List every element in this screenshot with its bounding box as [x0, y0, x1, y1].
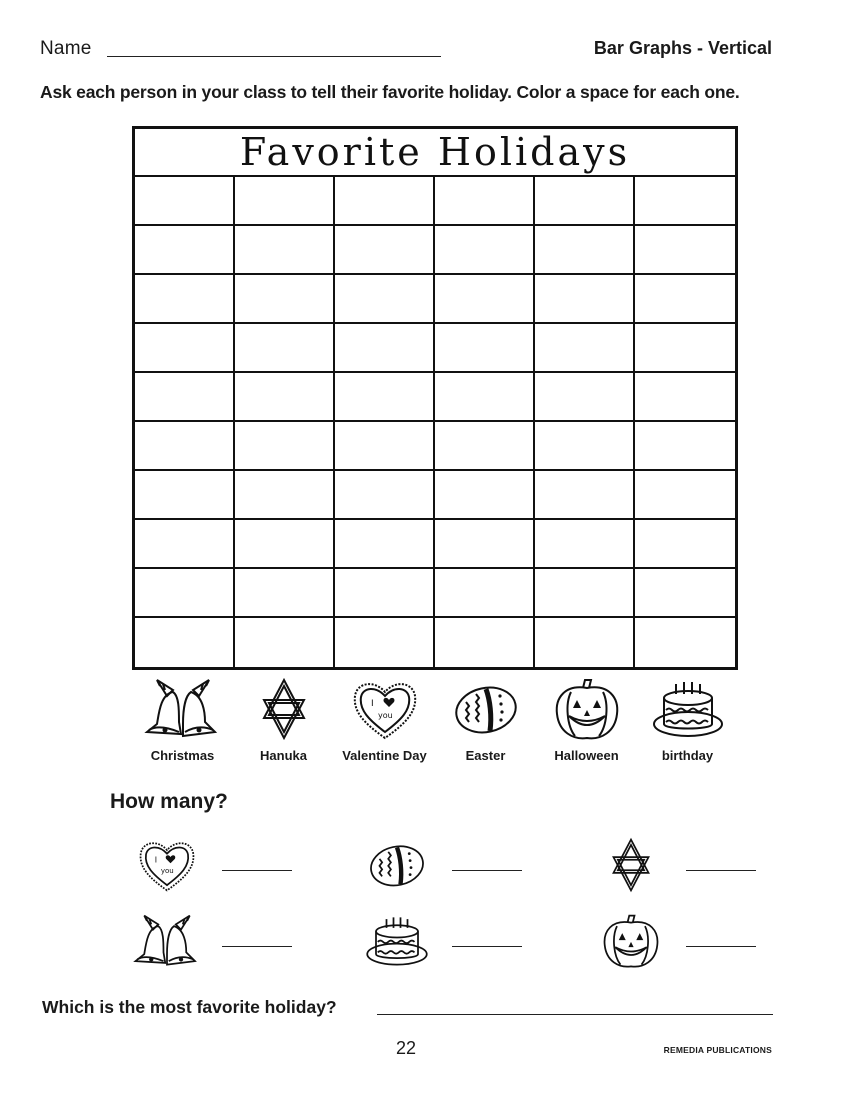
- category-label: Halloween: [554, 748, 619, 763]
- graph-cell[interactable]: [635, 275, 735, 324]
- graph-cell[interactable]: [335, 324, 435, 373]
- graph-cells: [135, 177, 735, 667]
- jack-o-lantern-icon: [596, 906, 666, 976]
- graph-cell[interactable]: [335, 275, 435, 324]
- heart-i-love-you-icon: [345, 676, 425, 742]
- graph-cell[interactable]: [235, 618, 335, 667]
- graph-cell[interactable]: [435, 618, 535, 667]
- graph-cell[interactable]: [435, 324, 535, 373]
- bells-icon: [143, 676, 223, 742]
- count-answer-line[interactable]: [452, 870, 522, 871]
- graph-cell[interactable]: [335, 177, 435, 226]
- graph-cell[interactable]: [235, 275, 335, 324]
- count-answer-line[interactable]: [222, 870, 292, 871]
- category-easter: [435, 676, 536, 776]
- star-of-david-icon: [596, 830, 666, 900]
- jack-o-lantern-icon: [547, 676, 627, 742]
- graph-cell[interactable]: [235, 324, 335, 373]
- birthday-cake-icon: [362, 906, 432, 976]
- count-halloween: [596, 906, 756, 976]
- easter-egg-icon: [446, 676, 526, 742]
- category-icons-row: [132, 676, 738, 776]
- graph-cell[interactable]: [235, 177, 335, 226]
- graph-cell[interactable]: [635, 373, 735, 422]
- graph-cell[interactable]: [235, 471, 335, 520]
- bells-icon: [132, 906, 202, 976]
- graph-cell[interactable]: [335, 569, 435, 618]
- graph-cell[interactable]: [335, 471, 435, 520]
- instructions: Ask each person in your class to tell their favorite holiday. Color a space for each one.: [40, 82, 740, 102]
- worksheet-title: Bar Graphs - Vertical: [593, 38, 772, 58]
- graph-cell[interactable]: [535, 569, 635, 618]
- graph-cell[interactable]: [135, 471, 235, 520]
- graph-cell[interactable]: [435, 226, 535, 275]
- graph-cell[interactable]: [635, 226, 735, 275]
- publisher-name: REMEDIA PUBLICATIONS: [663, 1045, 772, 1055]
- graph-cell[interactable]: [435, 520, 535, 569]
- graph-cell[interactable]: [235, 520, 335, 569]
- graph-cell[interactable]: [535, 177, 635, 226]
- category-label: Hanuka: [260, 748, 307, 763]
- graph-cell[interactable]: [135, 275, 235, 324]
- count-answer-line[interactable]: [686, 870, 756, 871]
- count-hanuka: [596, 830, 756, 900]
- count-easter: [362, 830, 522, 900]
- graph-cell[interactable]: [635, 569, 735, 618]
- category-birthday: [637, 676, 738, 776]
- category-label: birthday: [661, 748, 714, 763]
- graph-cell[interactable]: [435, 569, 535, 618]
- graph-cell[interactable]: [635, 471, 735, 520]
- graph-cell[interactable]: [635, 324, 735, 373]
- count-christmas: [132, 906, 292, 976]
- graph-cell[interactable]: [635, 177, 735, 226]
- graph-cell[interactable]: [435, 471, 535, 520]
- graph-cell[interactable]: [435, 177, 535, 226]
- graph-title: Favorite Holidays: [135, 129, 735, 177]
- final-question: Which is the most favorite holiday?: [42, 997, 337, 1017]
- count-answer-line[interactable]: [686, 946, 756, 947]
- how-many-heading: How many?: [110, 790, 228, 813]
- graph-cell[interactable]: [135, 569, 235, 618]
- graph-cell[interactable]: [635, 618, 735, 667]
- graph-cell[interactable]: [335, 226, 435, 275]
- count-birthday: [362, 906, 522, 976]
- graph-cell[interactable]: [135, 422, 235, 471]
- page-number: 22: [396, 1038, 417, 1058]
- name-label: Name: [40, 38, 92, 59]
- graph-cell[interactable]: [135, 324, 235, 373]
- graph-cell[interactable]: [335, 520, 435, 569]
- graph-cell[interactable]: [235, 422, 335, 471]
- count-answer-line[interactable]: [452, 946, 522, 947]
- count-answer-line[interactable]: [222, 946, 292, 947]
- category-hanuka: [233, 676, 334, 776]
- graph-cell[interactable]: [335, 422, 435, 471]
- graph-cell[interactable]: [635, 520, 735, 569]
- graph-cell[interactable]: [335, 373, 435, 422]
- graph-cell[interactable]: [435, 422, 535, 471]
- graph-cell[interactable]: [335, 618, 435, 667]
- easter-egg-icon: [362, 830, 432, 900]
- final-answer-line[interactable]: [377, 1014, 773, 1015]
- graph-cell[interactable]: [535, 275, 635, 324]
- category-valentine-day: [334, 676, 435, 776]
- graph-cell[interactable]: [435, 373, 535, 422]
- graph-cell[interactable]: [635, 422, 735, 471]
- graph-cell[interactable]: [135, 618, 235, 667]
- bar-graph-grid: [132, 126, 738, 670]
- birthday-cake-icon: [648, 676, 728, 742]
- category-label: Easter: [465, 748, 506, 763]
- category-label: Valentine Day: [342, 748, 427, 763]
- category-label: Christmas: [150, 748, 215, 763]
- graph-cell[interactable]: [535, 520, 635, 569]
- graph-cell[interactable]: [135, 520, 235, 569]
- graph-cell[interactable]: [535, 618, 635, 667]
- graph-cell[interactable]: [535, 324, 635, 373]
- category-halloween: [536, 676, 637, 776]
- graph-cell[interactable]: [535, 471, 635, 520]
- graph-cell[interactable]: [235, 373, 335, 422]
- graph-cell[interactable]: [135, 177, 235, 226]
- graph-cell[interactable]: [535, 373, 635, 422]
- graph-cell[interactable]: [235, 569, 335, 618]
- graph-cell[interactable]: [535, 422, 635, 471]
- category-christmas: [132, 676, 233, 776]
- star-of-david-icon: [244, 676, 324, 742]
- graph-cell[interactable]: [535, 226, 635, 275]
- name-input-line[interactable]: [107, 56, 441, 57]
- graph-cell[interactable]: [235, 226, 335, 275]
- graph-cell[interactable]: [135, 226, 235, 275]
- graph-cell[interactable]: [435, 275, 535, 324]
- graph-cell[interactable]: [135, 373, 235, 422]
- heart-i-love-you-icon: [132, 830, 202, 900]
- count-valentine: [132, 830, 292, 900]
